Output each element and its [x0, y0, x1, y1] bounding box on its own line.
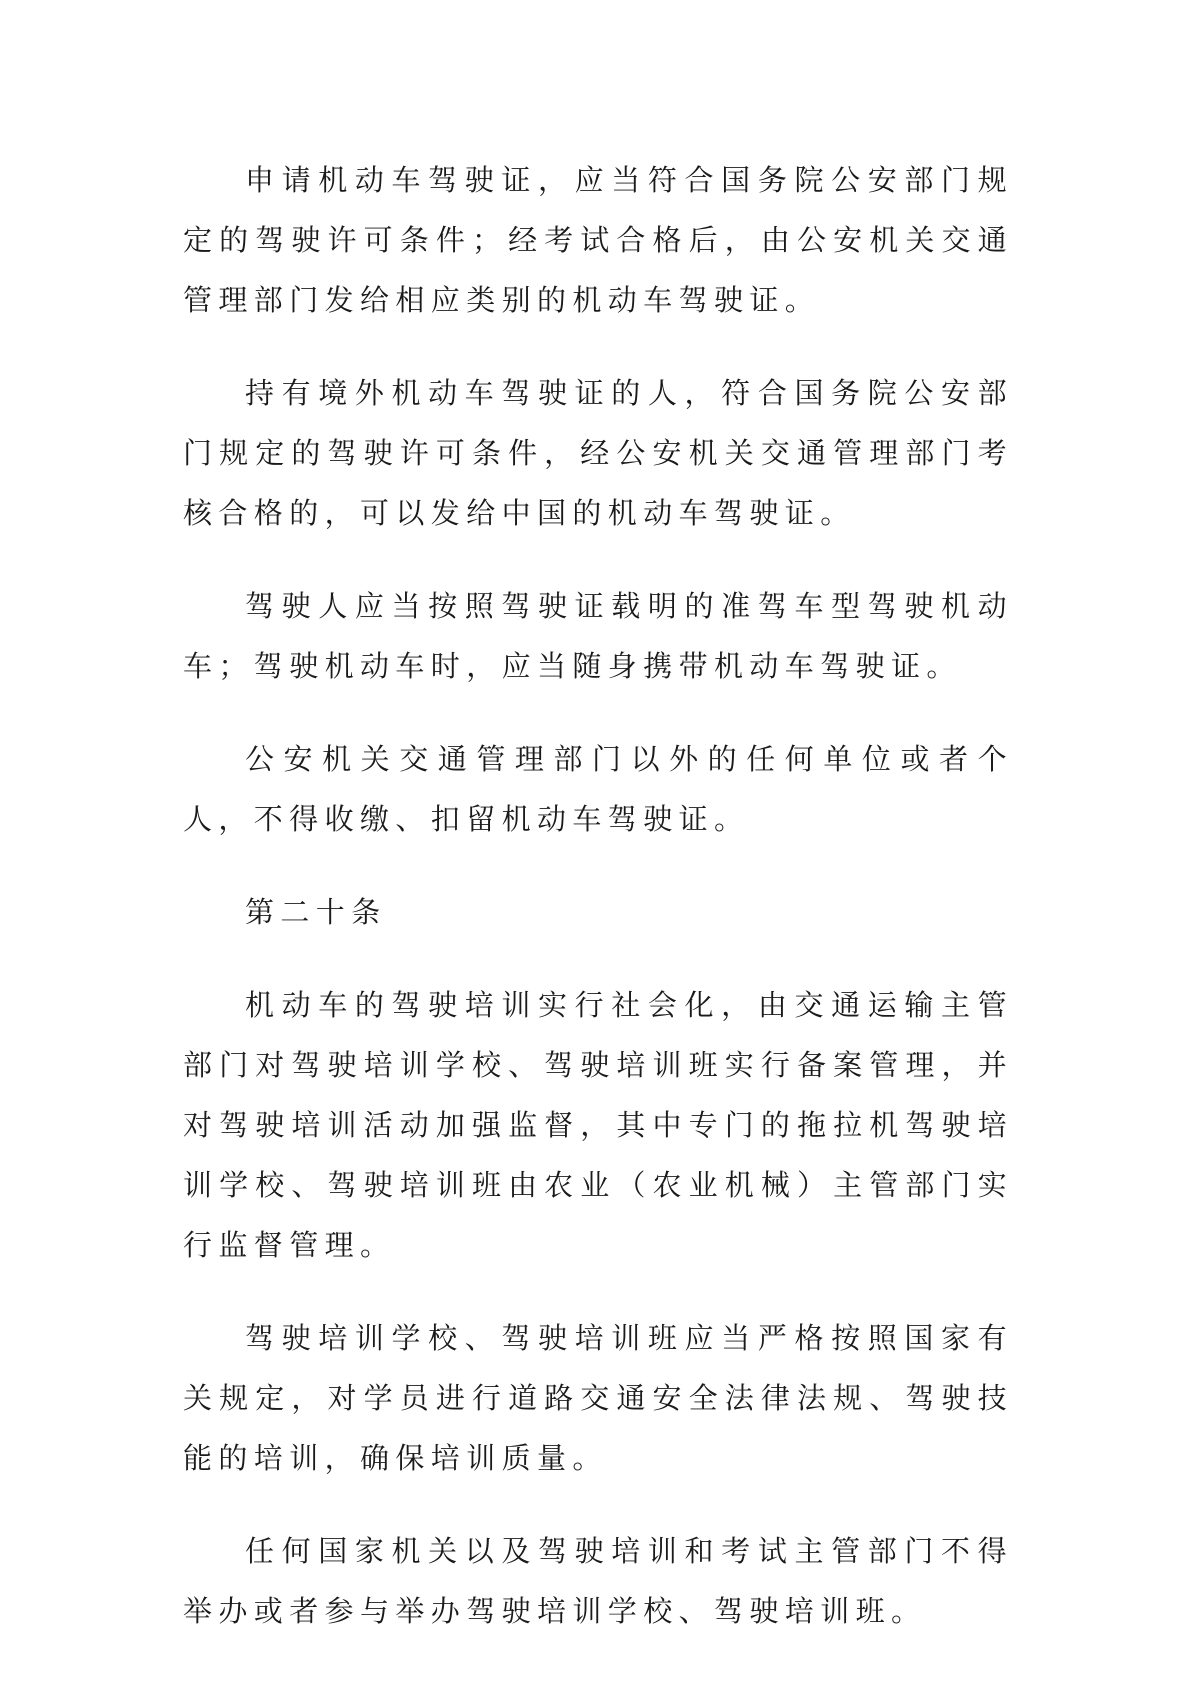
paragraph-license-seizure: 公安机关交通管理部门以外的任何单位或者个人，不得收缴、扣留机动车驾驶证。	[183, 742, 1013, 836]
paragraph-training-prohibition: 任何国家机关以及驾驶培训和考试主管部门不得举办或者参与举办驾驶培训学校、驾驶培训班。	[183, 1534, 1013, 1628]
paragraph-foreign-license: 持有境外机动车驾驶证的人，符合国务院公安部门规定的驾驶许可条件，经公安机关交通管理部门考核合格的，可以发给中国的机动车驾驶证。	[183, 376, 1013, 530]
paragraph-driving-training: 机动车的驾驶培训实行社会化，由交通运输主管部门对驾驶培训学校、驾驶培训班实行备案管理，并对驾驶培训活动加强监督，其中专门的拖拉机驾驶培训学校、驾驶培训班由农业（农业机械）主管部门实行监督管理。	[183, 988, 1013, 1262]
document-body	[183, 150, 1013, 1674]
paragraph-driver-license-application: 申请机动车驾驶证，应当符合国务院公安部门规定的驾驶许可条件；经考试合格后，由公安机关交通管理部门发给相应类别的机动车驾驶证。	[183, 163, 1013, 317]
article-heading: 第二十条	[245, 895, 387, 929]
paragraph-training-quality: 驾驶培训学校、驾驶培训班应当严格按照国家有关规定，对学员进行道路交通安全法律法规、驾驶技能的培训，确保培训质量。	[183, 1321, 1013, 1475]
paragraph-driver-obligations: 驾驶人应当按照驾驶证载明的准驾车型驾驶机动车；驾驶机动车时，应当随身携带机动车驾驶证。	[183, 589, 1013, 683]
